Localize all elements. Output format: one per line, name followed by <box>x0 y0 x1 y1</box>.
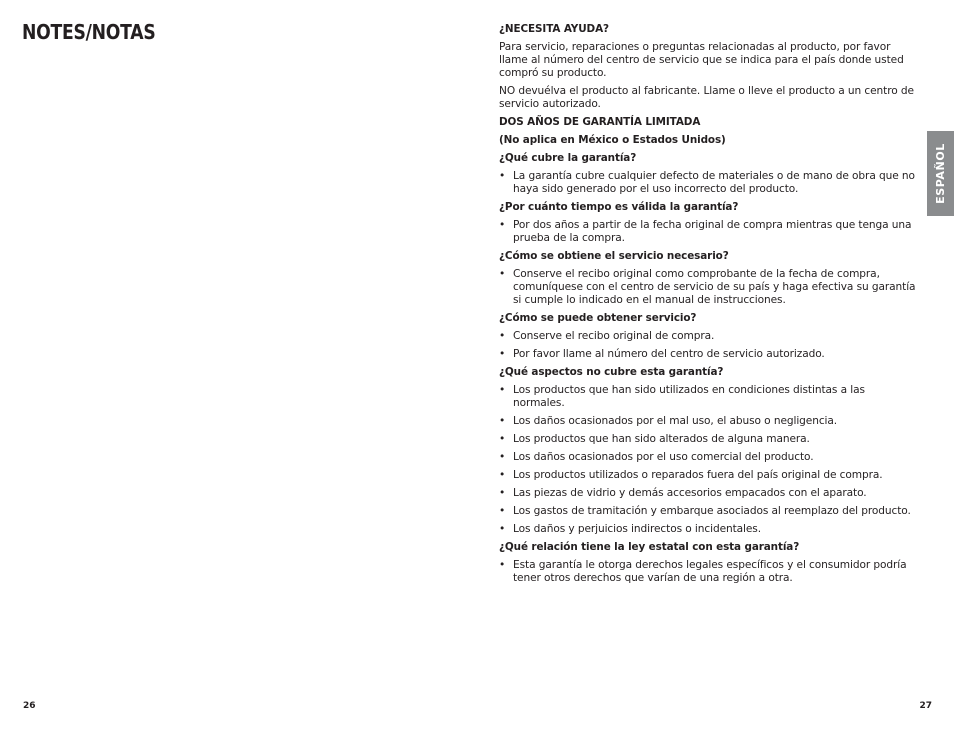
answer-list <box>499 330 919 361</box>
list-item: • Los daños y perjuicios indirectos o incidentales. <box>499 523 919 536</box>
warranty-subheading: (No aplica en México o Estados Unidos) <box>499 134 726 146</box>
list-item: • La garantía cubre cualquier defecto de materiales o de mano de obra que no haya sido generado por el uso incorrecto del producto. <box>499 170 919 196</box>
question-heading: ¿Cómo se obtiene el servicio necesario? <box>499 250 729 262</box>
list-item: • Los daños ocasionados por el mal uso, el abuso o negligencia. <box>499 415 919 428</box>
list-item: • Por dos años a partir de la fecha original de compra mientras que tenga una prueba de la compra. <box>499 219 919 245</box>
help-paragraph: NO devuélva el producto al fabricante. Llame o lleve el producto a un centro de servicio autorizado. <box>499 85 914 110</box>
page-number-right: 27 <box>919 701 932 711</box>
page-number-left: 26 <box>23 701 36 711</box>
answer-list <box>499 268 919 307</box>
list-item: • Los gastos de tramitación y embarque asociados al reemplazo del producto. <box>499 505 919 518</box>
warranty-content <box>499 23 919 590</box>
answer-list <box>499 559 919 585</box>
help-heading: ¿NECESITA AYUDA? <box>499 23 609 35</box>
warranty-heading: DOS AÑOS DE GARANTÍA LIMITADA <box>499 116 701 128</box>
question-heading: ¿Por cuánto tiempo es válida la garantía? <box>499 201 739 213</box>
question-heading: ¿Qué cubre la garantía? <box>499 152 637 164</box>
help-paragraph: Para servicio, reparaciones o preguntas relacionadas al producto, por favor llame al número del centro de servicio que se indica para el país donde usted compró su producto. <box>499 41 904 79</box>
answer-list <box>499 170 919 196</box>
list-item: • Por favor llame al número del centro de servicio autorizado. <box>499 348 919 361</box>
right-page <box>477 0 954 738</box>
list-item: • Los productos que han sido alterados de alguna manera. <box>499 433 919 446</box>
list-item: • Los productos que han sido utilizados en condiciones distintas a las normales. <box>499 384 919 410</box>
list-item: • Esta garantía le otorga derechos legales específicos y el consumidor podría tener otros derechos que varían de una región a otra. <box>499 559 919 585</box>
notes-title: NOTES/NOTAS <box>22 20 156 44</box>
list-item: • Conserve el recibo original de compra. <box>499 330 919 343</box>
question-heading: ¿Cómo se puede obtener servicio? <box>499 312 697 324</box>
list-item: • Conserve el recibo original como comprobante de la fecha de compra, comuníquese con el centro de servicio de su país y haga efectiva su garantía si cumple lo indicado en el manual de instrucciones. <box>499 268 919 307</box>
question-heading: ¿Qué aspectos no cubre esta garantía? <box>499 366 724 378</box>
question-heading: ¿Qué relación tiene la ley estatal con esta garantía? <box>499 541 800 553</box>
list-item: • Los productos utilizados o reparados fuera del país original de compra. <box>499 469 919 482</box>
answer-list <box>499 384 919 536</box>
answer-list <box>499 219 919 245</box>
list-item: • Los daños ocasionados por el uso comercial del producto. <box>499 451 919 464</box>
language-tab-label: ESPAÑOL <box>934 143 947 204</box>
list-item: • Las piezas de vidrio y demás accesorios empacados con el aparato. <box>499 487 919 500</box>
language-tab <box>927 131 954 216</box>
